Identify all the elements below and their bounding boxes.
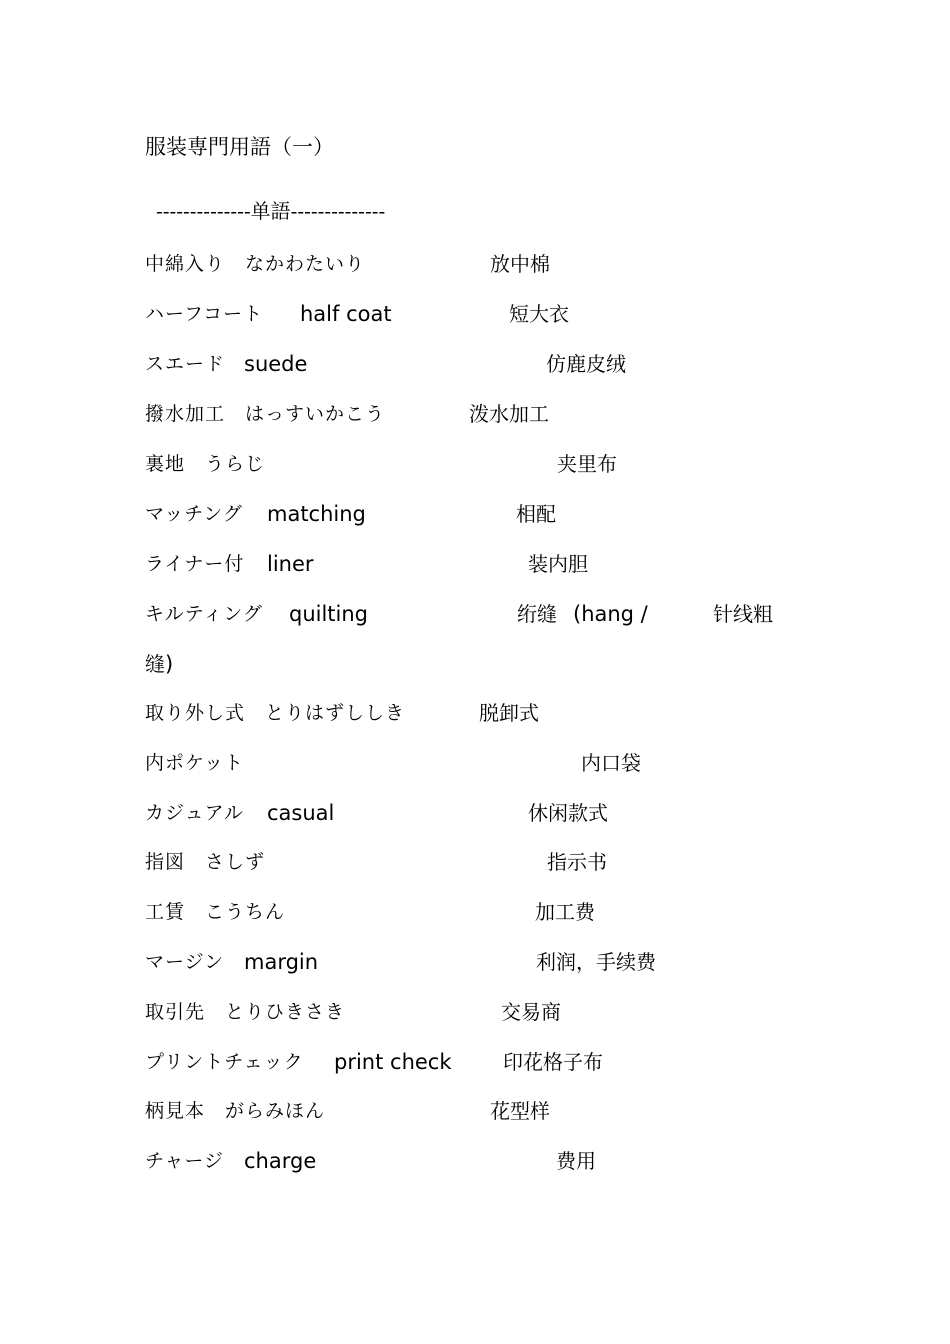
continuation-text: 缝	[145, 652, 165, 676]
entry-japanese: 裏地 うらじ	[145, 453, 266, 475]
entry-japanese: スエード	[145, 353, 226, 375]
entry-english: liner	[267, 552, 314, 576]
entry-english: print check	[334, 1050, 452, 1074]
entry-japanese: 取り外し式 とりはずししき	[145, 702, 406, 724]
list-item	[0, 697, 950, 729]
entry-japanese: チャージ	[145, 1150, 225, 1172]
entry-chinese: 绗缝	[517, 602, 557, 626]
entry-chinese: 内口袋	[581, 751, 641, 775]
entry-english: suede	[244, 352, 308, 376]
entry-chinese-latin: (hang /	[573, 602, 648, 626]
entry-japanese: 取引先 とりひきさき	[145, 1001, 346, 1023]
list-item	[0, 248, 950, 280]
list-item	[0, 1095, 950, 1127]
entry-japanese: ハーフコート	[145, 303, 264, 325]
entry-english: matching	[267, 502, 366, 526]
entry-chinese: 脱卸式	[479, 701, 539, 725]
list-item	[0, 896, 950, 928]
list-item	[0, 846, 950, 878]
entry-japanese: カジュアル	[145, 802, 244, 824]
entry-japanese: 指図 さしず	[145, 851, 266, 873]
list-item	[0, 996, 950, 1028]
entry-chinese-extra: 针线粗	[713, 602, 773, 626]
entry-chinese: 交易商	[501, 1000, 561, 1024]
list-item	[0, 298, 950, 330]
entry-chinese: 费用	[556, 1149, 596, 1173]
entry-english: half coat	[300, 302, 392, 326]
entry-japanese: マージン	[145, 951, 225, 973]
entry-chinese: 仿鹿皮绒	[546, 352, 626, 376]
entry-chinese: 短大衣	[509, 302, 569, 326]
entry-chinese: 花型样	[490, 1099, 550, 1123]
list-item	[0, 1145, 950, 1177]
entry-japanese: 中綿入り なかわたいり	[145, 253, 366, 275]
list-item	[0, 348, 950, 380]
list-item	[0, 598, 950, 630]
entry-chinese: 相配	[516, 502, 556, 526]
entry-chinese: 利润，手续费	[536, 950, 656, 974]
section-heading: --------------单語--------------	[156, 199, 386, 223]
entry-chinese: 印花格子布	[503, 1050, 603, 1074]
entry-english: quilting	[289, 602, 369, 626]
entry-chinese-continuation	[145, 648, 173, 680]
continuation-tail: )	[165, 652, 174, 676]
entry-chinese: 夹里布	[557, 452, 617, 476]
document-title: 服装専門用語（一）	[145, 135, 334, 159]
entry-chinese: 休闲款式	[528, 801, 608, 825]
entry-chinese: 指示书	[547, 850, 607, 874]
entry-english: charge	[244, 1149, 317, 1173]
entry-japanese: キルティング	[145, 603, 263, 625]
entry-japanese: 柄見本 がらみほん	[145, 1100, 326, 1122]
entry-chinese: 放中棉	[490, 252, 550, 276]
entry-japanese: プリントチェック	[145, 1051, 304, 1073]
list-item	[0, 398, 950, 430]
list-item	[0, 448, 950, 480]
entry-japanese: 工賃 こうちん	[145, 901, 286, 923]
list-item	[0, 747, 950, 779]
entry-japanese: 撥水加工 はっすいかこう	[145, 403, 386, 425]
entry-chinese: 装内胆	[528, 552, 588, 576]
entry-chinese: 加工费	[535, 900, 595, 924]
list-item	[0, 1046, 950, 1078]
list-item	[0, 797, 950, 829]
entry-japanese: マッチング	[145, 503, 243, 525]
entry-chinese: 泼水加工	[469, 402, 549, 426]
entry-english: casual	[267, 801, 335, 825]
entry-japanese: ライナー付	[145, 553, 245, 575]
entry-english: margin	[244, 950, 319, 974]
list-item	[0, 946, 950, 978]
list-item	[0, 498, 950, 530]
entry-japanese: 内ポケット	[145, 752, 245, 774]
list-item	[0, 548, 950, 580]
